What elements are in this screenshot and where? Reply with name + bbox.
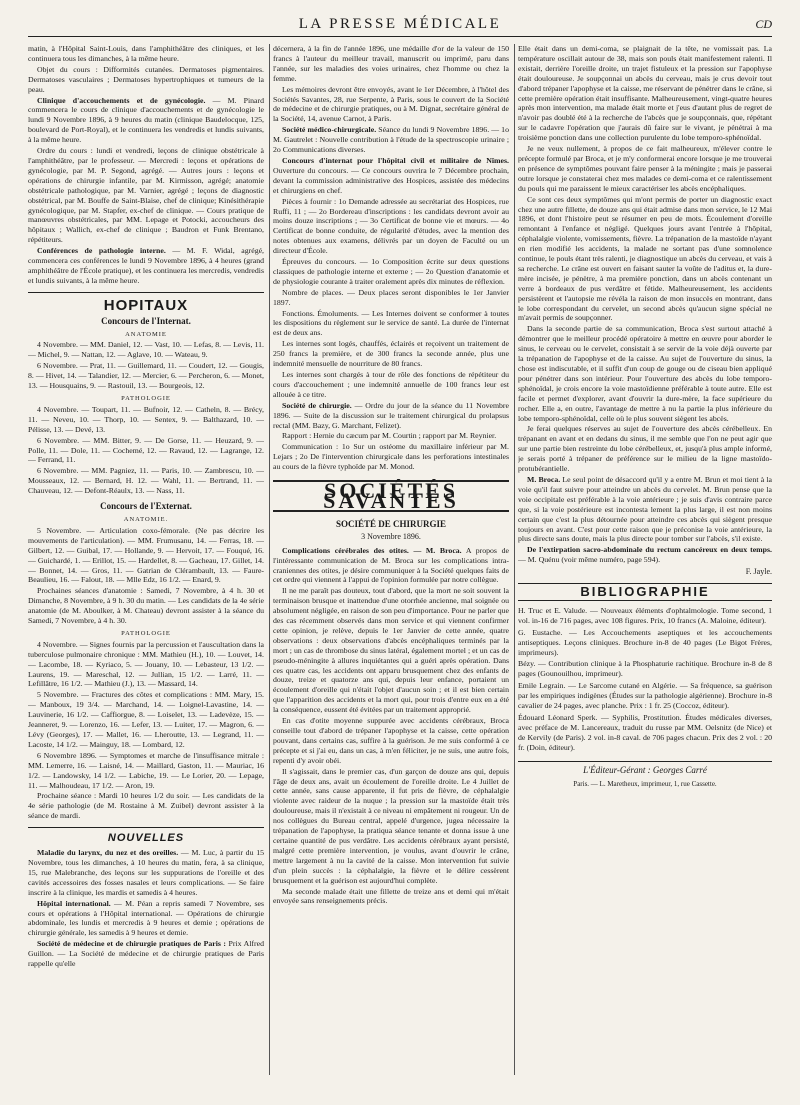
paragraph: Les internes sont chargés à tour de rôle des fonctions de répétiteur du cours d'accouchement ; une indemnité annuelle de 100 francs leur est allouée à ce titre. bbox=[273, 370, 509, 399]
paragraph-lead: Société de médecine et de chirurgie pratiques de Paris : bbox=[37, 939, 227, 949]
subsection-title: Concours de l'Externat. bbox=[100, 501, 192, 512]
paragraph: 6 Novembre. — MM. Bitter, 9. — De Gorse, 11. — Heuzard, 9. — Polle, 11. — Dole, 11. — Cochemé, 12. — Ravaud, 12. — Lagrange, 12. — Ferrand, 11. bbox=[28, 435, 264, 465]
paragraph: Il s'agissait, dans le premier cas, d'un garçon de douze ans qui, depuis l'âge de deux ans, avait un écoulement de l'oreille droite. Le 4 Juillet de cette année, sans cause apparente, il fut pris de fièvre, de céphalalgie violente avec raideur de la nuque ; la pression sur la mastoïde était très douloureuse, mais il n'existait à ce niveau ni empâtement ni rougeur. Un de nos collègues du Bureau central, appelé d'urgence, jugea nécessaire la trépanation de l'apophyse, la pratiqua séance tenante et donna issue à une certaine quantité de pus verdâtre. Les accidents cérébraux ayant persisté, malgré cette première intervention, je voulus, avant d'ouvrir le crâne, mettre largement à nu la cavité de la caisse. Mon intervention fut suivie d'un plein succès : la céphalalgie, la fièvre et le délire cessèrent brusquement et la guérison est aujourd'hui complète. bbox=[273, 766, 509, 885]
bibliography-entry: H. Truc et E. Valude. — Nouveaux éléments d'ophtalmologie. Tome second, 1 vol. in-16 de 716 pages, avec 108 figures. Prix, 10 francs (A. Maloine, éditeur). bbox=[518, 605, 772, 625]
paragraph bbox=[28, 899, 264, 939]
paragraph bbox=[273, 401, 509, 431]
paragraph-lead: Hôpital international. bbox=[37, 898, 111, 908]
paragraph bbox=[273, 546, 509, 586]
paragraph-text: Séance du lundi 9 Novembre 1896. — 1o M. Gautrelet : Nouvelle contribution à l'étude de la spectroscopie urinaire ; 2o Communications diverses. bbox=[273, 125, 509, 155]
paragraph: Les mémoires devront être envoyés, avant le 1er Décembre, à l'hôtel des Sociétés Savantes, 28, rue Serpente, à Paris, sous le couvert de la Société de médecine et de chirurgie pratiques, ou à M. Dignat, secrétaire général de la Société, 14, avenue Carnot, à Paris. bbox=[273, 84, 509, 124]
printer-line: Paris. — L. Maretheux, imprimeur, 1, rue Cassette. bbox=[573, 779, 717, 788]
paragraph: Prochaines séances d'anatomie : Samedi, 7 Novembre, à 4 h. 30 et Dimanche, 8 Novembre, à 9 h. 30 du matin. — Les candidats de la 4e série anatomie (de M. Aboulker, à M. Chateau) devront assister à la séance du Samedi, 7 Novembre, à 4 h. 30. bbox=[28, 586, 264, 626]
paragraph: Fonctions. Émoluments. — Les Internes doivent se conformer à toutes les dispositions du règlement sur le service de santé. La durée de l'internat est de deux ans. bbox=[273, 308, 509, 338]
section-title-nouvelles: NOUVELLES bbox=[107, 832, 185, 845]
paragraph: Elle était dans un demi-coma, se plaignait de la tête, ne vomissait pas. La température oscillait autour de 38, mais son pouls était manifestement ralenti. Il existait, derrière l'oreille droite, un trajet fistuleux et la pression sur l'apophyse était douloureuse. Je soupçonnai un abcès du cerveau, mais je crus devoir tout d'abord trépaner l'apophyse et la caisse, me réservant de pénétrer dans le crâne, si cette première opération était insuffisante. Malheureusement, vingt-quatre heures après mon intervention, ma malade était morte et j'eus d'autant plus de regret de n'avoir pas doublé été à la recherche de l'abcès que je soupçonnais, que, répétant sur le cadavre l'opération que j'aurais dû faire sur le vivant, je pénétrai à ma troisième ponction dans une collection purulente du lobe temporo-sphénoïdal. bbox=[518, 44, 772, 143]
paragraph: 5 Novembre. — Fractures des côtes et complications : MM. Mary, 15. — Manboux, 19 3/4. — Marchand, 14. — Loignel-Lavastine, 14. — Lauvinerie, 16 1/2. — Caffiorgue, 8. — Loiselet, 13. — Ladevèze, 15. — Jeanneret, 9. — Lorenzo, 16. — Lefer, 13. — Luiter, 17. — Magron, 6. — Lévy (Georges), 17. — Mallet, 16. — Lheroutte, 13. — Legrand, 11. — Lacoste, 14 1/2. — Mainguy, 18. — Lombard, 12. bbox=[28, 690, 264, 749]
subsection-title: SOCIÉTÉ DE CHIRURGIE bbox=[335, 518, 447, 529]
bibliography-entry: Bézy. — Contribution clinique à la Phosphaturie rachitique. Brochure in-8 de 8 pages (Gounouilhou, imprimeur). bbox=[518, 659, 772, 679]
section-rule bbox=[28, 827, 264, 828]
paragraph: 6 Novembre. — MM. Pagniez, 11. — Paris, 10. — Zambrescu, 10. — Mousseaux, 12. — Bernard, H. 12. — Wahl, 11. — Bertrand, 11. — Chauveau, 12. — Defont-Réaulx, 13. — Nass, 11. bbox=[28, 466, 264, 496]
paragraph: 4 Novembre. — MM. Daniel, 12. — Vast, 10. — Lefas, 8. — Levis, 11. — Michel, 9. — Nattan, 12. — Aglave, 10. — Wateau, 9. bbox=[28, 340, 264, 360]
paragraph: Je ne veux nullement, à propos de ce fait malheureux, m'élever contre le précepte formulé par Broca, et je m'y conformerai encore lorsque je me trouverai en présence de symptômes pouvant faire penser à la méningite ; mais je passerai outre lorsque je constaterai chez mes malades ce demi-coma et ce ralentissement du pouls qui me paraissent le mieux caractériser les abcès encéphaliques. bbox=[518, 144, 772, 193]
paragraph-lead: Complications cérébrales des otites. — M. Broca. bbox=[282, 545, 462, 555]
paragraph-text: A propos de l'intéressante communication de M. Broca sur les complications intra-craniennes des otites, je désire communiquer à la Société quelques faits de cet ordre qui viennent à l'appui de l'opinion formulée par notre collègue. bbox=[273, 545, 509, 585]
paragraph-text: Le seul point de désaccord qu'il y a entre M. Brun et moi tient à la voie qu'il faut suivre pour atteindre un abcès du cervelet. M. Brun pense que la voie occipitale est préférable à la voie antérieure ; je suis d'avis contraire parce que, si la voie postérieure est incontesta lement la plus large, il est non moins certain que c'est la plus détournée pour atteindre ces abcès qui siègent presque toujours en avant. C'est pour cette raison que je préconise la voie antérieure, la plus directe sans doute, mais la plus directe pour tomber sur l'abcès, s'il existe. bbox=[518, 474, 772, 544]
paragraph: Ma seconde malade était une fillette de treize ans et demi qui m'était envoyée sans renseignements précis. bbox=[273, 886, 509, 906]
subsection-label: PATHOLOGIE bbox=[121, 629, 171, 637]
paragraph: Objet du cours : Difformités cutanées. Dermatoses pigmentaires. Dermatoses vasculaires ; Dermatoses hypertrophiques et tumeurs de la peau. bbox=[28, 64, 264, 94]
paragraph-lead: Société médico-chirurgicale. bbox=[282, 125, 377, 135]
paragraph-lead: Conférences de pathologie interne. bbox=[37, 246, 166, 256]
paragraph-text: — M. Luc, à partir du 15 Novembre, tous les dimanches, à 10 heures du matin, fera, à sa clinique, 15, rue Malebranche, des leçons sur les suppurations de l'oreille et des cavités accessoires des fosses nasales et leurs complications. — Se faire inscrire à la clinique, les mardis et samedis à 4 heures. bbox=[28, 848, 264, 897]
paragraph-text: — M. Pinard commencera le cours de clinique d'accouchements et de gynécologie le lundi 9 Novembre 1896, à 9 heures du matin (clinique Baudelocque, 125, boulevard de Port-Royal), et le continuera les vendredis et lundis suivants, à la même heure. bbox=[28, 95, 264, 145]
paragraph: Communication : 1o Sur un ostéome du maxillaire inférieur par M. Lejars ; 2o De l'intervention chirurgicale dans les perforations intestinales au cours de la fièvre typhoïde par M. Monod. bbox=[273, 442, 509, 472]
column-3 bbox=[518, 44, 772, 1077]
paragraph: 4 Novembre. — Toupart, 11. — Bufnoir, 12. — Catheln, 8. — Brécy, 11. — Neveu, 10. — Thorp, 10. — Sentex, 9. — Balthazard, 10. — Pélisse, 13. — Devé, 13. bbox=[28, 404, 264, 434]
section-title-hopitaux: HOPITAUX bbox=[103, 296, 189, 314]
paragraph-lead: De l'extirpation sacro-abdominale du rectum cancéreux en deux temps. bbox=[527, 545, 772, 555]
paragraph bbox=[273, 156, 509, 196]
paragraph-text: — M. Péan a repris samedi 7 Novembre, ses cours et opérations à l'Hôpital international. — Opérations de chirurgie abdominale, les lundis et mercredis à 9 heures et demie ; opérations de chirurgie générale, les samedis à 9 heures et demie. bbox=[28, 898, 264, 938]
paragraph: 6 Novembre. — Prat, 11. — Guillemard, 11. — Coudert, 12. — Gougis, 8. — Hivet, 14. — Talandier, 12. — Mercier, 6. — Percheron, 6. — Monet, 13. — Housquains, 9. — Rastouil, 13. — Bourgeois, 12. bbox=[28, 361, 264, 391]
paragraph bbox=[28, 939, 264, 969]
paragraph-lead: Clinique d'accouchements et de gynécologie. bbox=[37, 95, 206, 105]
paragraph bbox=[28, 246, 264, 286]
bibliography-entry: Édouard Léonard Sperk. — Syphilis, Prostitution. Études médicales diverses, avec préface de M. Lancereaux, traduit du russe par MM. Oelsnitz (de Nice) et de Kervily (de Paris). 2 vol. in-8 caval. de 706 pages chacun. Prix des 2 vol. : 20 fr. (Doin, éditeur). bbox=[518, 713, 772, 752]
paragraph-text: Prix Alfred Guillon. — La Société de médecine et de chirurgie pratiques de Paris rappelle qu'elle bbox=[28, 939, 264, 969]
page-header bbox=[28, 14, 772, 37]
column-1 bbox=[28, 44, 264, 1077]
paragraph bbox=[273, 125, 509, 155]
paragraph-text: — M. Quénu (voir même numéro, page 594). bbox=[518, 555, 661, 565]
section-title-bibliographie: BIBLIOGRAPHIE bbox=[518, 583, 772, 601]
paragraph: Prochaine séance : Mardi 10 heures 1/2 du soir. — Les candidats de la 4e série pathologie (de M. Rostaine à M. Zuibel) devront assister à la séance de mardi. bbox=[28, 791, 264, 821]
paragraph: 5 Novembre. — Articulation coxo-fémorale. (Ne pas décrire les mouvements de l'articulation). — MM. Frumusanu, 14. — Ferras, 18. — Gilbert, 12. — Guibal, 17. — Hollande, 9. — Hervoit, 17. — Fouqué, 16. — Guichardé, 1. — Erillot, 15. — Hardellet, 8. — Gacheau, 17. Gillet, 14. — Bonnet, 14. — Gros, 11. — Gatrian de Clérambault, 13. — Faure-Beaulieu, 16. — Falout, 18. — Mlle Edz, 16 1/2. — Enard, 9. bbox=[28, 525, 264, 585]
journal-title: LA PRESSE MÉDICALE bbox=[298, 16, 502, 32]
editor-line: L'Éditeur-Gérant : Georges Carré bbox=[518, 761, 772, 776]
paragraph: Nombre de places. — Deux places seront disponibles le 1er Janvier 1897. bbox=[273, 287, 509, 307]
paragraph: Ce sont ces deux symptômes qui m'ont permis de porter un diagnostic exact chez une autre fillette, de douze ans qui était admise dans mon service, le 12 Mai 1896, et dont l'histoire peut se résumer en peu de mots. Écoulement d'oreille remontant à l'enfance et négligé. Quelques jours avant l'entrée à l'hôpital, céphalalgie violente, vomissements, fièvre. La trépanation de la mastoïde n'ayant en rien modifié les accidents, la malade ne sortant pas d'une somnolence continue, le pouls étant très ralenti, je diagnostique un abcès du cerveau, et vais à sa recherche. Le crâne est ouvert en faisant sauter la voûte de l'aditus et, la dure-mère incisée, je pénètre, à ma première ponction, dans un abcès contenant un verre à bordeaux de pus verdâtre et fétide. Malheureusement, les accidents persistèrent et l'autopsie me révéla la raison de mon insuccès en montrant, dans le lobe correspondant du cervelet, un second abcès qu'aucun signe spécial ne m'avait permis de soupçonner. bbox=[518, 194, 772, 323]
author-signature: F. Jayle. bbox=[745, 567, 772, 577]
subsection-title: Concours de l'Internat. bbox=[101, 315, 191, 326]
paragraph bbox=[518, 475, 772, 544]
paragraph: Pièces à fournir : 1o Demande adressée au secrétariat des Hospices, rue Ruffi, 11 ; — 2o Bordereau d'inscriptions : les candidats devront avoir au moins douze inscriptions ; — 3o Certificat de bonne vie et mœurs. — 4o Certificat de bonne conduite, de régularité d'études, avec la mention des notes obtenues aux examens, délivrés par un doyen de Faculté ou un directeur d'École. bbox=[273, 196, 509, 256]
paragraph: En cas d'otite moyenne suppurée avec accidents cérébraux, Broca conseille tout d'abord de trépaner l'apophyse et la caisse, cette opération pouvant, dans certains cas, suffire à la guérison. Je me suis conformé à ce précepte et si j'ai eu, dans un cas, à m'en féliciter, je ne suis, une autre fois, repenti d'y avoir obéi. bbox=[273, 716, 509, 765]
paragraph: Dans la seconde partie de sa communication, Broca s'est surtout attaché à démontrer que le meilleur procédé opératoire à mettre en œuvre pour aborder le sinus, le cerveau ou le cervelet, consistait à se servir de la voie déjà ouverte par la trépanation de l'apophyse et de la caisse. Au sujet de l'ouverture du sinus, la chose est indiscutable, et il suffit d'un coup de gouge ou de ciseau bien appliqué pour pénétrer dans son intérieur. Pour l'ouverture des abcès du lobe temporo-sphénoïdal, je crois encore la voie mastoïdienne préférable à toute autre. Elle est facile et permet d'explorer, avant d'ouvrir la dure-mère, la face supérieure du rocher. Elle a, en outre, l'avantage de mettre à nu la partie la plus inférieure du lobe temporo-sphénoïdal, celle où le plus souvent siègent les abcès. bbox=[518, 324, 772, 423]
paragraph: Épreuves du concours. — 1o Composition écrite sur deux questions classiques de pathologie interne et externe ; — 2o Question d'anatomie et de physiologie courante à traiter oralement après dix minutes de réflexion. bbox=[273, 257, 509, 286]
bibliography-entry: Emile Legrain. — Le Sarcome cutané en Algérie. — Sa fréquence, sa guérison par les empiriques indigènes (Études sur la pathologie algérienne). Brochure in-8 cavalier de 24 pages, avec planche. Prix : 1 fr. 25 (Coccoz, éditeur). bbox=[518, 681, 772, 711]
column-divider bbox=[514, 44, 515, 1075]
subsection-label: PATHOLOGIE bbox=[121, 395, 171, 402]
section-rule bbox=[28, 292, 264, 293]
paragraph: Il ne me paraît pas douteux, tout d'abord, que la mort ne soit souvent la terminaison brusque et inattendue d'une otorrhée ancienne, mal soignée ou absolument négligée, en raison de son peu d'importance. Pour ne parler que des cas récemment observés dans mon service et qui viennent confirmer cette opinion, je relève, depuis le 1er Janvier de cette année, quatre observations : deux observations d'abcès encéphaliques terminés par la mort ; un cas de thrombose du sinus latéral, également mortel ; et un cas de pseudo-méningite à allures inquiétantes qui a guéri après opération. Dans ces quatre cas, les accidents ont apparu brusquement chez des enfants de douze, treize et quatorze ans qui, depuis leur enfance, portaient un écoulement d'oreille qui n'était l'objet d'aucun soin ; et il est bien certain que l'apparition des accidents et la mort qui, pour trois d'entre eux en a été la conséquence, eussent été évitées par un traitement approprié. bbox=[273, 586, 509, 715]
session-date: 3 Novembre 1896. bbox=[361, 531, 421, 541]
paragraph-text: — M. F. Widal, agrégé, commencera ces conférences le lundi 9 Novembre 1896, à 4 heures (grand amphithéâtre de l'École pratique), et les continuera les mercredis, vendredis et lundis suivants, à la même heure. bbox=[28, 246, 264, 285]
column-2 bbox=[273, 44, 509, 1077]
page-number: CD bbox=[755, 17, 772, 31]
paragraph: matin, à l'Hôpital Saint-Louis, dans l'amphithéâtre des cliniques, et les continuera tous les dimanches, à la même heure. bbox=[28, 44, 264, 63]
paragraph: décernera, à la fin de l'année 1896, une médaille d'or de la valeur de 150 francs à l'auteur du meilleur travail, manuscrit ou imprimé, paru dans l'année, sur les maladies des voies urinaires, chez l'homme ou chez la femme. bbox=[273, 44, 509, 83]
paragraph: 6 Novembre 1896. — Symptomes et marche de l'insuffisance mitrale : MM. Lemerre, 16. — Laisné, 14. — Maillard, Gaston, 11. — Mauriac, 16 1/2. — Landowsky, 14 1/2. — Labiche, 19. — Le Lorier, 20. — Lepage, 11. — Malhoudeau, 17 1/2. — Aron, 19. bbox=[28, 750, 264, 790]
paragraph: Les internes sont logés, chauffés, éclairés et reçoivent un traitement de 250 francs la première, et de 300 francs la seconde année, plus une indemnité mensuelle de nourriture de 80 francs. bbox=[273, 339, 509, 369]
column-divider bbox=[269, 44, 270, 1075]
bibliography-entry: G. Eustache. — Les Accouchements aseptiques et les accouchements antiseptiques. Leçons cliniques. Brochure in-8 de 40 pages (Le Bigot Frères, imprimeurs). bbox=[518, 627, 772, 657]
paragraph: Ordre du cours : lundi et vendredi, leçons de clinique obstétricale à l'amphithéâtre, par le professeur. — Mercredi : leçons et opérations de gynécologie, par M. P. Segond, agrégé. — Autres jours : leçons et opérations de chirurgie infantile, par M. Kirmisson, agrégé; anatomie obstétricale pathologique, par M. Varnier, agrégé ; leçons de diagnostic obstétrical, par M. Bouffe de Saint-Blaise, chef de clinique; Kinésithérapie gynécologique, par M. Stapfer, ex-chef de clinique. — Cours pratique de manœuvres obstétricales, par MM. Lepage et Potocki, accoucheurs des hôpitaux ; Wallich, ex-chef de clinique ; Baudron et Funk Brentano, répétiteurs. bbox=[28, 146, 264, 245]
paragraph-lead: Concours d'internat pour l'hôpital civil et militaire de Nîmes. bbox=[282, 155, 509, 165]
section-title-societes: SOCIÉTÉS SAVANTES bbox=[273, 480, 509, 512]
paragraph: Je ferai quelques réserves au sujet de l'ouverture des abcès cérébelleux. En trépanant en avant et en dedans du sinus, il me semble que l'on ne peut agir que sur une partie bien restreinte du lobe cérébelleux, et, jusqu'à plus ample informé, je serais porté à trépaner de préférence sur le milieu de la ligne mastoïdo-protubérantielle. bbox=[518, 424, 772, 474]
paragraph bbox=[518, 545, 772, 565]
subsection-label: ANATOMIE. bbox=[123, 515, 169, 523]
paragraph bbox=[28, 96, 264, 146]
paragraph: Rapport : Hernie du cæcum par M. Courtin ; rapport par M. Reynier. bbox=[282, 431, 497, 441]
paragraph-lead: M. Broca. bbox=[527, 474, 561, 484]
paragraph-text: — Ordre du jour de la séance du 11 Novembre 1896. — Suite de la discussion sur le traitement chirurgical du prolapsus rectal (MM. Bazy, G. Marchant, Felizet). bbox=[273, 400, 509, 430]
paragraph bbox=[28, 848, 264, 898]
paragraph: 4 Novembre. — Signes fournis par la percussion et l'auscultation dans la tuberculose pulmonaire chronique : MM. Mathieu (H.), 10. — Louvet, 14. — Lacombe, 18. — Kyriaco, 5. — Jouany, 10. — Lebasteur, 13 1/2. — Laurens, 19. — Mareschal, 12. — Jullian, 15 1/2. — Larré, 11. — Lefillâtre, 16 1/2. — Mathieu (J.), 13. — Massard, 14. bbox=[28, 639, 264, 689]
paragraph-lead: Société de chirurgie. bbox=[282, 400, 352, 410]
paragraph-lead: Maladie du larynx, du nez et des oreilles. bbox=[37, 848, 179, 858]
paragraph-text: Ouverture du concours. — Ce concours ouvrira le 7 Décembre prochain, devant la commission administrative des Hospices, assistée des médecins et chirurgiens en chef. bbox=[273, 165, 509, 195]
subsection-label: ANATOMIE bbox=[125, 330, 167, 338]
